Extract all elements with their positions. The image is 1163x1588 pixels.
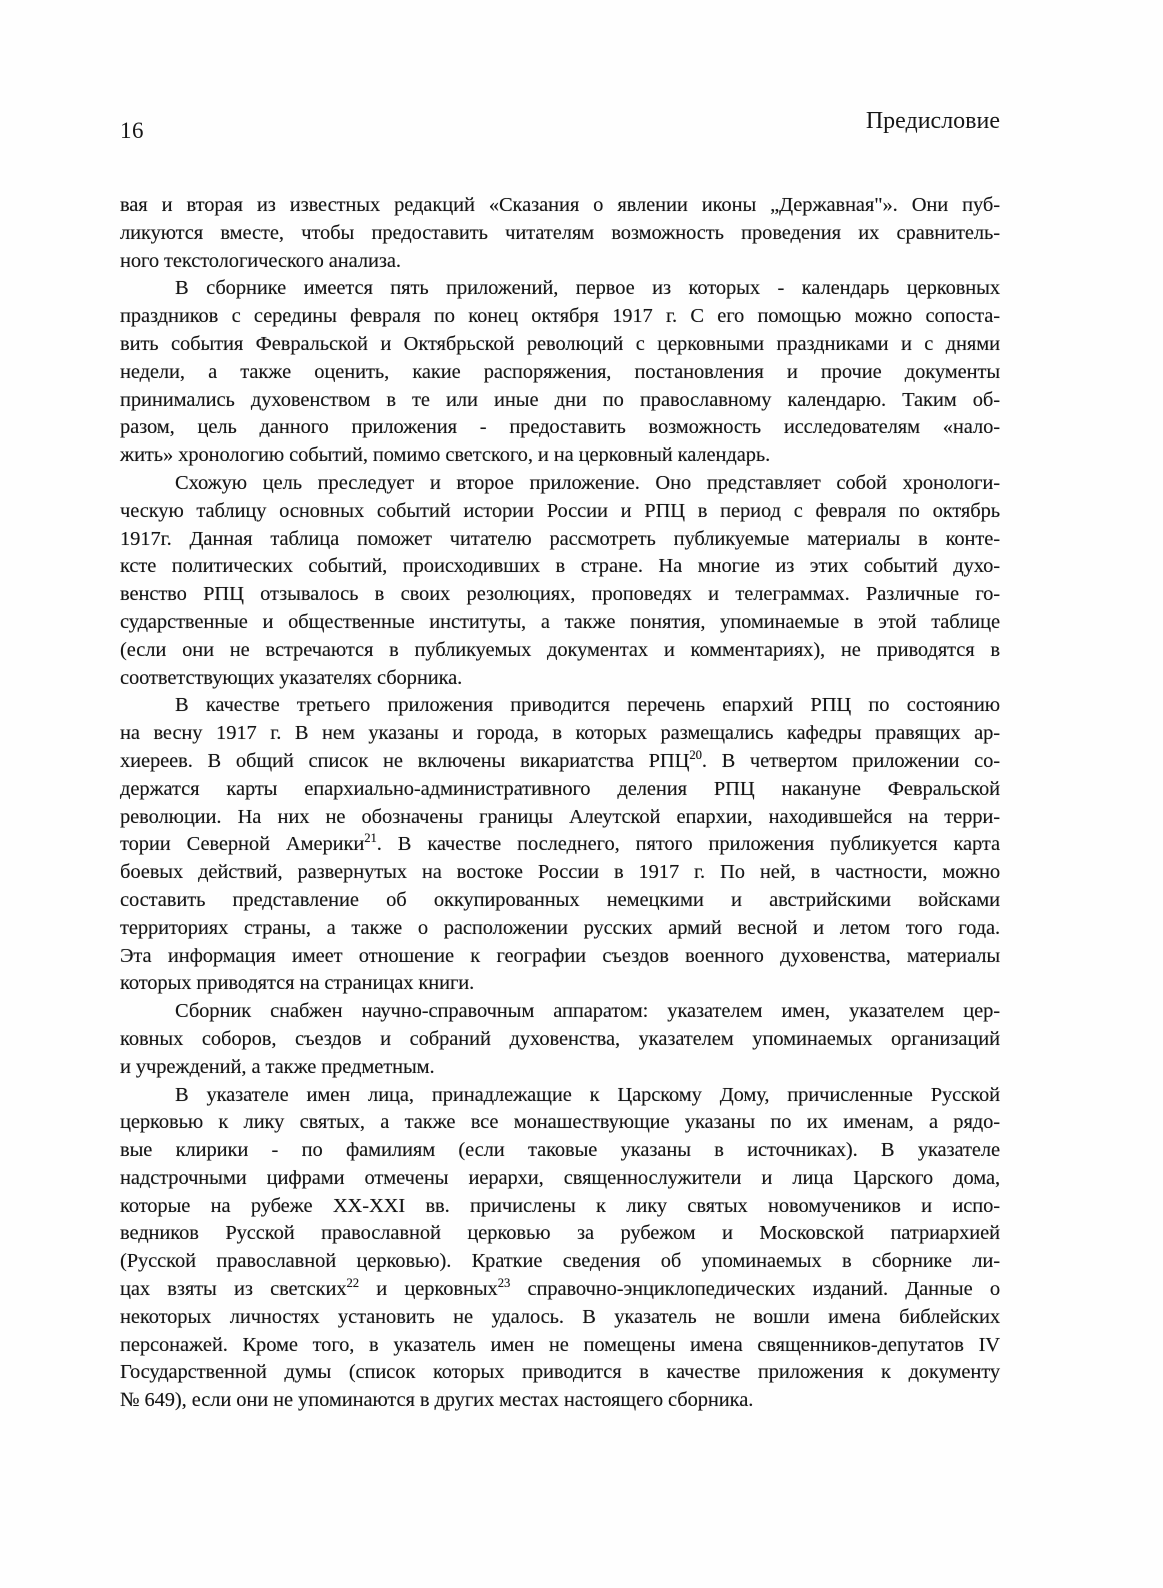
- text-line: боевых действий, развернутых на востоке России в 1917 г. По ней, в частности, можно: [120, 861, 1000, 884]
- text-line: Схожую цель преследует и второе приложение. Оно представляет собой хронологи-: [175, 471, 1000, 494]
- text-line: некоторых личностях установить не удалось. В указатель не вошли имена библейских: [120, 1305, 1000, 1328]
- text-line: ного текстологического анализа.: [120, 249, 401, 272]
- text-line: соответствующих указателях сборника.: [120, 666, 463, 689]
- text-line: надстрочными цифрами отмечены иерархи, священнослужители и лица Царского дома,: [120, 1166, 1000, 1189]
- text-line: ксте политических событий, происходивших в стране. На многие из этих событий духо-: [120, 555, 1000, 578]
- text-line: ковных соборов, съездов и собраний духовенства, указателем упоминаемых организаций: [120, 1027, 1000, 1050]
- text-line: Эта информация имеет отношение к географии съездов военного духовенства, материалы: [120, 944, 1000, 967]
- text-line: территориях страны, а также о расположении русских армий весной и летом того года.: [120, 916, 1000, 939]
- text-line: (Русской православной церковью). Краткие сведения об упоминаемых в сборнике ли-: [120, 1250, 1000, 1273]
- text-line: ведников Русской православной церковью за рубежом и Московской патриархией: [120, 1222, 1000, 1245]
- text-line: цах взяты из светских$^{22}$ и церковных$^{23}$ справочно-энциклопедических изданий. Данные о: [120, 1276, 1000, 1301]
- text-line: которых приводятся на страницах книги.: [120, 972, 475, 995]
- body-text: [120, 192, 1000, 1415]
- text-line: церковью к лику святых, а также все монашествующие указаны по их именам, а рядо-: [120, 1111, 1000, 1134]
- text-line: революции. На них не обозначены границы Алеутской епархии, находившейся на терри-: [120, 805, 1000, 828]
- text-line: принимались духовенством в те или иные дни по православному календарю. Таким об-: [120, 388, 1000, 411]
- running-header: Предисловие: [865, 108, 1000, 134]
- text-line: сударственные и общественные институты, а также понятия, упоминаемые в этой таблице: [120, 610, 1000, 633]
- text-line: В качестве третьего приложения приводится перечень епархий РПЦ по состоянию: [175, 694, 1000, 717]
- text-line: тории Северной Америки$^{21}$. В качестве последнего, пятого приложения публикуется карта: [120, 831, 1000, 856]
- text-line: держатся карты епархиально-административного деления РПЦ накануне Февральской: [120, 777, 1000, 800]
- footnote-ref: 20: [689, 748, 702, 763]
- text-line: Сборник снабжен научно-справочным аппаратом: указателем имен, указателем цер-: [175, 1000, 1000, 1023]
- text-line: вая и вторая из известных редакций «Сказания о явлении иконы „Державная"». Они пуб-: [120, 194, 1000, 216]
- text-line: составить представление об оккупированных немецкими и австрийскими войсками: [120, 888, 1000, 911]
- footnote-ref: 21: [364, 831, 377, 846]
- text-line: ликуются вместе, чтобы предоставить читателям возможность проведения их сравнитель-: [120, 221, 1000, 244]
- footnote-ref: 23: [497, 1276, 511, 1291]
- text-line: и учреждений, а также предметным.: [120, 1055, 435, 1078]
- text-line: праздников с середины февраля по конец октября 1917 г. С его помощью можно сопоста-: [120, 305, 1000, 328]
- text-line: жить» хронологию событий, помимо светского, и на церковный календарь.: [120, 444, 771, 467]
- text-line: вить события Февральской и Октябрьской революций с церковными праздниками и с днями: [120, 332, 1000, 355]
- page-number: 16: [120, 118, 144, 143]
- text-line: В сборнике имеется пять приложений, первое из которых - календарь церковных: [175, 277, 1000, 300]
- text-line: № 649), если они не упоминаются в других местах настоящего сборника.: [120, 1389, 754, 1412]
- text-line: Государственной думы (список которых приводится в качестве приложения к документу: [120, 1361, 1000, 1384]
- text-line: персонажей. Кроме того, в указатель имен не помещены имена священников-депутатов IV: [120, 1333, 1000, 1356]
- text-line: недели, а также оценить, какие распоряжения, постановления и прочие документы: [120, 360, 1000, 383]
- text-line: В указателе имен лица, принадлежащие к Царскому Дому, причисленные Русской: [175, 1083, 1000, 1106]
- text-line: которые на рубеже XX-XXI вв. причислены к лику святых новомучеников и испо-: [120, 1194, 1000, 1217]
- footnote-ref: 22: [346, 1276, 360, 1291]
- text-line: (если они не встречаются в публикуемых документах и комментариях), не приводятся в: [120, 638, 1000, 661]
- text-line: хиереев. В общий список не включены викариатства РПЦ$^{20}$. В четвертом приложении со-: [120, 748, 1000, 772]
- text-line: разом, цель данного приложения - предоставить возможность исследователям «нало-: [120, 416, 1000, 439]
- text-line: венство РПЦ отзывалось в своих резолюциях, проповедях и телеграммах. Различные го-: [120, 583, 1000, 606]
- text-line: 1917г. Данная таблица поможет читателю рассмотреть публикуемые материалы в конте-: [120, 527, 1000, 550]
- text-line: ческую таблицу основных событий истории России и РПЦ в период с февраля по октябрь: [120, 499, 1000, 522]
- text-line: на весну 1917 г. В нем указаны и города, в которых размещались кафедры правящих ар-: [120, 722, 1000, 745]
- text-line: вые клирики - по фамилиям (если таковые указаны в источниках). В указателе: [120, 1139, 1000, 1162]
